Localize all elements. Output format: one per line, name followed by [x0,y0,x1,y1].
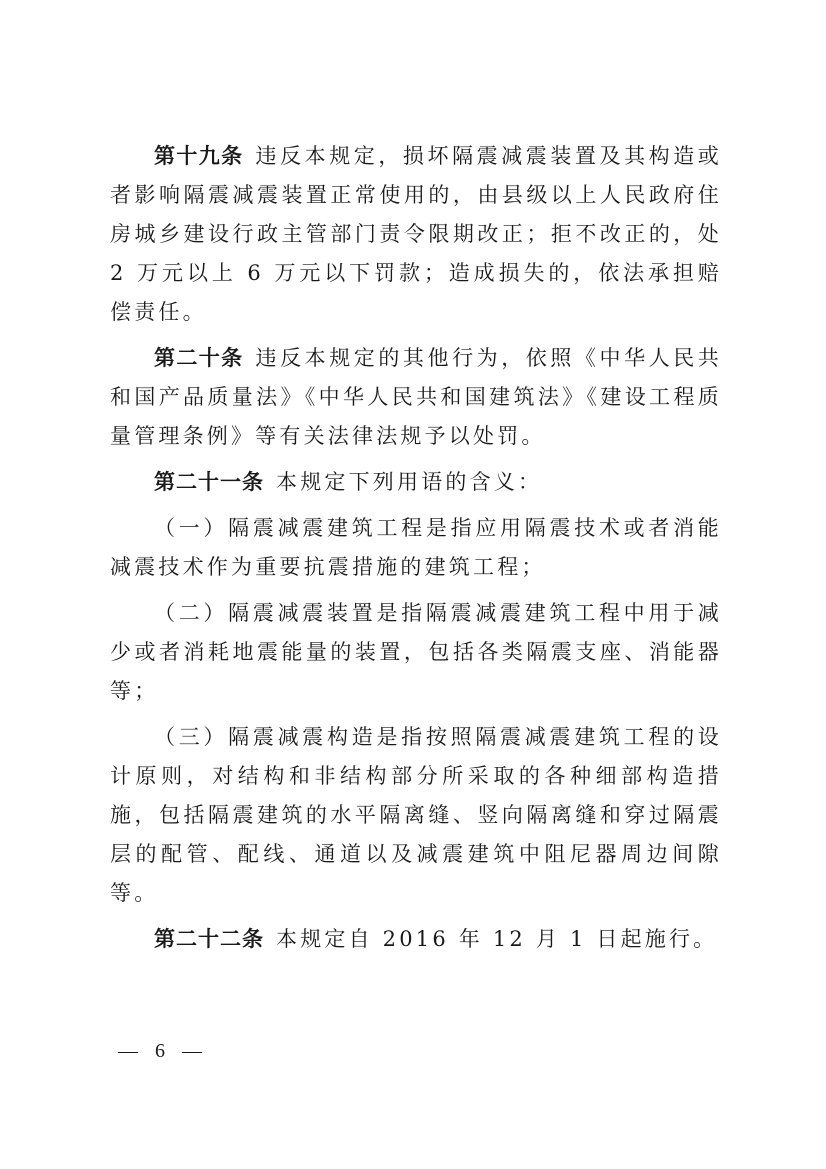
article-label: 第十九条 [154,144,244,168]
definition-text: （一）隔震减震建筑工程是指应用隔震技术或者消能减震技术作为重要抗震措施的建筑工程； [110,516,722,579]
article-19 [110,137,722,332]
definition-item-3 [110,718,722,913]
definition-text: （三）隔震减震构造是指按照隔震减震建筑工程的设计原则，对结构和非结构部分所采取的各种细部构造措施，包括隔震建筑的水平隔离缝、竖向隔离缝和穿过隔震层的配管、配线、通道以及减震建筑中阻尼器周边间隙等。 [110,725,722,905]
definition-text: （二）隔震减震装置是指隔震减震建筑工程中用于减少或者消耗地震能量的装置，包括各类隔震支座、消能器等； [110,601,722,703]
definition-item-2 [110,594,722,711]
article-22 [110,920,722,959]
article-label: 第二十条 [154,346,244,370]
document-body [110,137,722,966]
article-text: 违反本规定，损坏隔震减震装置及其构造或者影响隔震减震装置正常使用的，由县级以上人民政府住房城乡建设行政主管部门责令限期改正；拒不改正的，处 2 万元以上 6 万元以下罚款；造成损失的，依法承担赔偿责任。 [110,144,722,324]
article-20 [110,339,722,456]
article-text: 本规定自 2016 年 12 月 1 日起施行。 [276,927,718,951]
article-label: 第二十一条 [154,470,264,494]
definition-item-1 [110,509,722,587]
article-label: 第二十二条 [154,927,264,951]
article-text: 本规定下列用语的含义： [276,470,543,494]
article-text: 违反本规定的其他行为，依照《中华人民共和国产品质量法》《中华人民共和国建筑法》《建设工程质量管理条例》等有关法律法规予以处罚。 [110,346,722,448]
article-21 [110,463,722,502]
page-number: — 6 — [118,1040,208,1062]
